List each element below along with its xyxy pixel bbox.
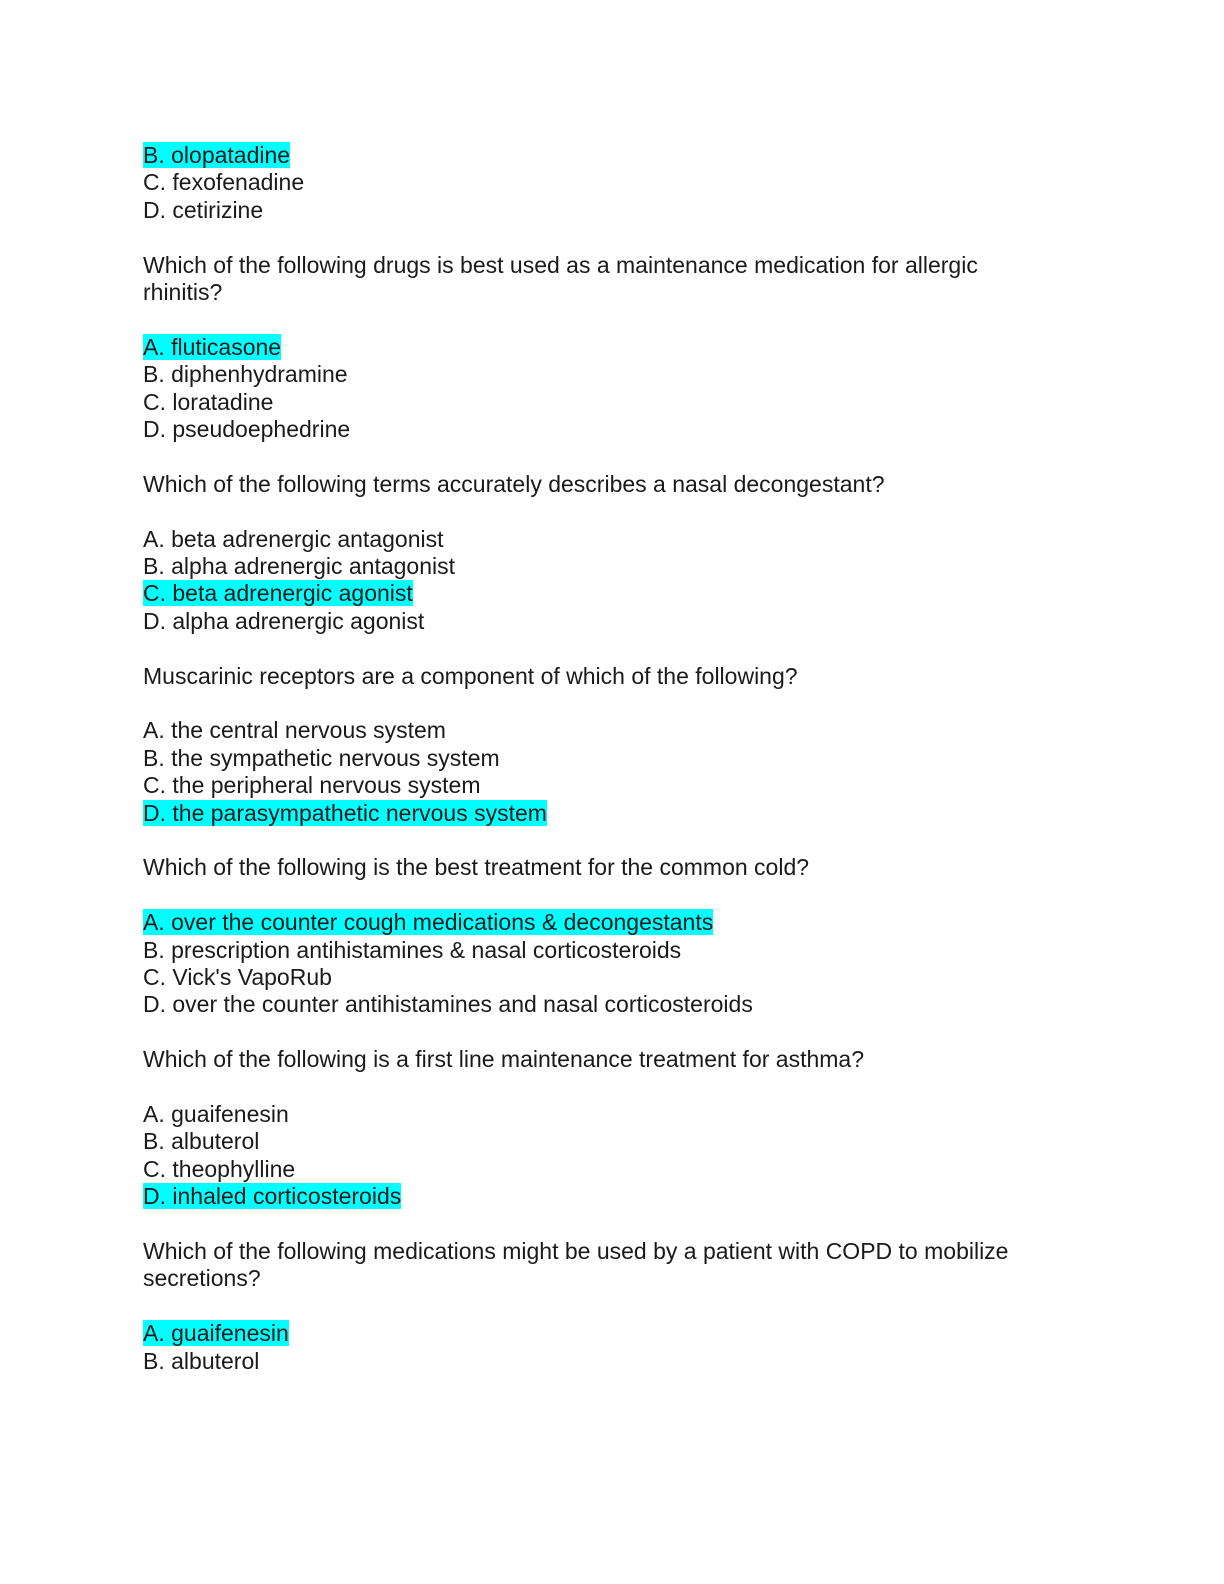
question-block	[143, 142, 1063, 224]
answer-text: B. albuterol	[143, 1347, 260, 1374]
answer-text: D. alpha adrenergic agonist	[143, 607, 425, 634]
spacer	[143, 306, 1063, 333]
answer-text: C. loratadine	[143, 388, 274, 415]
spacer	[143, 443, 1063, 470]
answer-text: D. cetirizine	[143, 196, 264, 223]
answer-option	[143, 197, 1063, 224]
answer-option	[143, 1348, 1063, 1375]
question-block	[143, 854, 1063, 1018]
answer-option	[143, 608, 1063, 635]
answer-text: C. theophylline	[143, 1155, 296, 1182]
answer-option	[143, 580, 1063, 607]
answer-text: D. over the counter antihistamines and nasal corticosteroids	[143, 991, 753, 1018]
answer-option	[143, 1320, 1063, 1347]
question-block	[143, 663, 1063, 827]
highlighted-answer: A. guaifenesin	[143, 1320, 289, 1347]
question-text: Which of the following is the best treatment for the common cold?	[143, 854, 810, 881]
answer-text: B. albuterol	[143, 1128, 260, 1155]
answer-text: A. the central nervous system	[143, 717, 446, 744]
answer-option	[143, 1128, 1063, 1155]
question-block	[143, 1238, 1063, 1375]
spacer	[143, 1293, 1063, 1320]
answer-option	[143, 937, 1063, 964]
answer-text: C. fexofenadine	[143, 169, 305, 196]
spacer	[143, 498, 1063, 525]
question-text: Which of the following is a first line maintenance treatment for asthma?	[143, 1046, 865, 1073]
spacer	[143, 690, 1063, 717]
answer-text: C. Vick's VapoRub	[143, 964, 332, 991]
answer-option	[143, 334, 1063, 361]
question-text: Which of the following terms accurately describes a nasal decongestant?	[143, 470, 885, 497]
answer-text: B. diphenhydramine	[143, 361, 348, 388]
answer-option	[143, 142, 1063, 169]
answer-text: D. pseudoephedrine	[143, 416, 351, 443]
answer-option	[143, 416, 1063, 443]
answer-option	[143, 361, 1063, 388]
highlighted-answer: A. fluticasone	[143, 333, 282, 360]
spacer	[143, 882, 1063, 909]
question-block	[143, 252, 1063, 444]
answer-option	[143, 1156, 1063, 1183]
answer-text: B. alpha adrenergic antagonist	[143, 553, 455, 580]
question-block	[143, 471, 1063, 635]
document-page	[143, 142, 1063, 1375]
answer-option	[143, 991, 1063, 1018]
question-text: Which of the following medications might be used by a patient with COPD to mobilize secretions?	[143, 1238, 1009, 1292]
answer-option	[143, 717, 1063, 744]
answer-option	[143, 745, 1063, 772]
answer-option	[143, 526, 1063, 553]
highlighted-answer: B. olopatadine	[143, 142, 291, 168]
spacer	[143, 827, 1063, 854]
answer-option	[143, 1183, 1063, 1210]
answer-option	[143, 964, 1063, 991]
answer-text: A. beta adrenergic antagonist	[143, 525, 444, 552]
answer-option	[143, 800, 1063, 827]
highlighted-answer: A. over the counter cough medications & decongestants	[143, 909, 714, 936]
answer-option	[143, 389, 1063, 416]
answer-option	[143, 909, 1063, 936]
answer-text: A. guaifenesin	[143, 1101, 289, 1128]
question-text: Muscarinic receptors are a component of which of the following?	[143, 662, 798, 689]
answer-text: B. prescription antihistamines & nasal corticosteroids	[143, 936, 682, 963]
spacer	[143, 224, 1063, 251]
answer-text: C. the peripheral nervous system	[143, 772, 481, 799]
answer-text: B. the sympathetic nervous system	[143, 744, 500, 771]
question-text: Which of the following drugs is best used as a maintenance medication for allergic rhinitis?	[143, 251, 978, 306]
spacer	[143, 1074, 1063, 1101]
highlighted-answer: C. beta adrenergic agonist	[143, 580, 413, 607]
answer-option	[143, 553, 1063, 580]
question-block	[143, 1046, 1063, 1210]
spacer	[143, 1211, 1063, 1238]
highlighted-answer: D. the parasympathetic nervous system	[143, 799, 547, 826]
spacer	[143, 1019, 1063, 1046]
answer-option	[143, 1101, 1063, 1128]
highlighted-answer: D. inhaled corticosteroids	[143, 1183, 402, 1210]
answer-option	[143, 772, 1063, 799]
answer-option	[143, 169, 1063, 196]
spacer	[143, 635, 1063, 662]
